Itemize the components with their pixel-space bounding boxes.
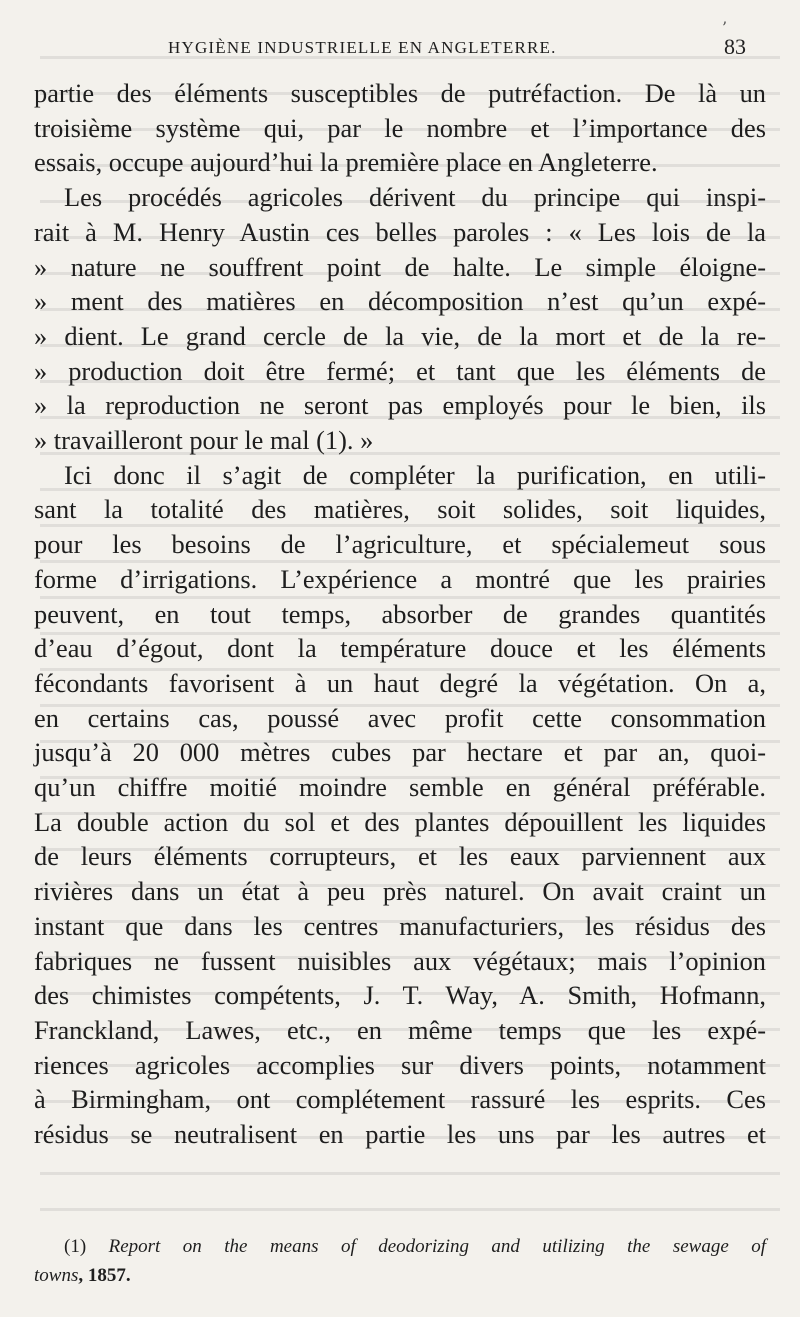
text-line: Franckland, Lawes, etc., en même temps que les expé- — [34, 1014, 766, 1045]
text-line: peuvent, en tout temps, absorber de grandes quantités — [34, 598, 766, 629]
text-line: à Birmingham, ont complétement rassuré les esprits. Ces — [34, 1084, 766, 1115]
text-line: La double action du sol et des plantes dépouillent les liquides — [34, 806, 766, 837]
text-line: de leurs éléments corrupteurs, et les eaux parviennent aux — [34, 841, 766, 872]
footnote — [34, 1232, 766, 1290]
text-line: jusqu’à 20 000 mètres cubes par hectare et par an, quoi- — [34, 737, 766, 768]
text-line: en certains cas, poussé avec profit cette consommation — [34, 702, 766, 733]
text-line: qu’un chiffre moitié moindre semble en général préférable. — [34, 772, 766, 803]
text-line: troisième système qui, par le nombre et l’importance des — [34, 112, 766, 143]
running-head: HYGIÈNE INDUSTRIELLE EN ANGLETERRE. — [168, 38, 557, 57]
footnote-year: , 1857. — [78, 1265, 131, 1286]
text-line: » travailleront pour le mal (1). » — [34, 425, 374, 456]
paragraph — [34, 458, 766, 1152]
paragraph — [34, 76, 766, 180]
paragraph — [34, 180, 766, 458]
text-line: » production doit être fermé; et tant que les éléments de — [34, 355, 766, 386]
text-line: partie des éléments susceptibles de putréfaction. De là un — [34, 78, 766, 108]
text-line: rivières dans un état à peu près naturel. On avait craint un — [34, 876, 766, 907]
footnote-marker: (1) — [64, 1236, 87, 1257]
footnote-line — [34, 1261, 766, 1290]
page-header — [0, 18, 800, 66]
margin-mark: ’ — [722, 18, 728, 37]
body-text — [34, 76, 766, 1152]
text-line: instant que dans les centres manufacturiers, les résidus des — [34, 910, 766, 941]
text-line: pour les besoins de l’agriculture, et spécialemeut sous — [34, 529, 766, 560]
text-line: forme d’irrigations. L’expérience a montré que les prairies — [34, 563, 766, 594]
text-line: fabriques ne fussent nuisibles aux végétaux; mais l’opinion — [34, 945, 766, 976]
footnote-line — [34, 1232, 766, 1261]
text-line: » nature ne souffrent point de halte. Le simple éloigne- — [34, 251, 766, 282]
text-line: » dient. Le grand cercle de la vie, de la mort et de la re- — [34, 320, 766, 351]
text-line: d’eau d’égout, dont la température douce et les éléments — [34, 633, 766, 664]
text-line: fécondants favorisent à un haut degré la végétation. On a, — [34, 667, 766, 698]
text-line: riences agricoles accomplies sur divers points, notamment — [34, 1049, 766, 1080]
text-line: Les procédés agricoles dérivent du principe qui inspi- — [64, 182, 766, 213]
text-line: des chimistes compétents, J. T. Way, A. Smith, Hofmann, — [34, 980, 766, 1011]
footnote-title: Report on the means of deodorizing and utilizing the sewage of — [108, 1236, 766, 1257]
text-line: sant la totalité des matières, soit solides, soit liquides, — [34, 494, 766, 525]
footnote-title-end: towns — [34, 1265, 79, 1286]
text-line: » ment des matières en décomposition n’est qu’un expé- — [34, 286, 766, 317]
text-line: essais, occupe aujourd’hui la première place en Angleterre. — [34, 147, 658, 178]
text-line: résidus se neutralisent en partie les uns par les autres et — [34, 1119, 766, 1150]
text-line: Ici donc il s’agit de compléter la purification, en utili- — [64, 459, 766, 490]
text-line: rait à M. Henry Austin ces belles paroles : « Les lois de la — [34, 216, 766, 247]
page-number: 83 — [724, 34, 746, 59]
text-line: » la reproduction ne seront pas employés pour le bien, ils — [34, 390, 766, 421]
